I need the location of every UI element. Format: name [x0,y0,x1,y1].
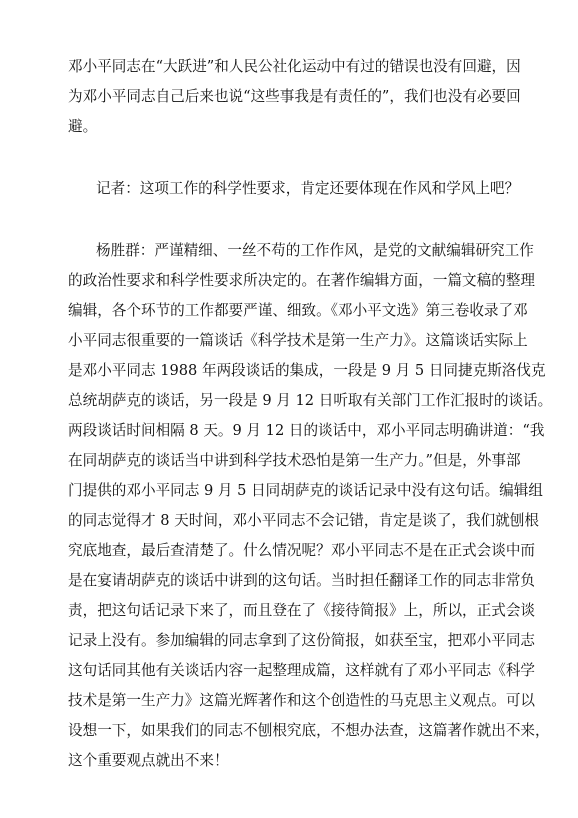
paragraph-2-line-6: 总统胡萨克的谈话，另一段是 9 月 12 日听取有关部门工作汇报时的谈话。 [68,392,553,409]
paragraph-2-line-7: 两段谈话时间相隔 8 天。9 月 12 日的谈话中，邓小平同志明确讲道：“我 [68,422,545,439]
paragraph-1-line-2: 为邓小平同志自己后来也说“这些事我是有责任的”，我们也没有必要回 [68,88,521,105]
paragraph-2-line-17: 设想一下，如果我们的同志不刨根究底，不想办法查，这篇著作就出不来， [68,722,550,739]
paragraph-2-line-3: 编辑，各个环节的工作都要严谨、细致。《邓小平文选》第三卷收录了邓 [68,302,528,319]
paragraph-2-line-5: 是邓小平同志 1988 年两段谈话的集成，一段是 9 月 5 日同捷克斯洛伐克 [68,362,546,379]
paragraph-2-line-9: 门提供的邓小平同志 9 月 5 日同胡萨克的谈话记录中没有这句话。编辑组 [68,482,543,499]
paragraph-2-line-16: 技术是第一生产力》这篇光辉著作和这个创造性的马克思主义观点。可以 [68,692,536,709]
paragraph-2-line-4: 小平同志很重要的一篇谈话《科学技术是第一生产力》。这篇谈话实际上 [68,332,528,349]
paragraph-2-line-1: 杨胜群：严谨精细、一丝不苟的工作作风，是党的文献编辑研究工作 [96,242,534,259]
paragraph-2-line-12: 是在宴请胡萨克的谈话中讲到的这句话。当时担任翻译工作的同志非常负 [68,572,536,589]
paragraph-1-line-3: 避。 [68,118,98,135]
paragraph-2-line-18: 这个重要观点就出不来！ [68,752,229,769]
paragraph-2-line-8: 在同胡萨克的谈话当中讲到科学技术恐怕是第一生产力。”但是，外事部 [68,452,521,469]
paragraph-2-line-11: 究底地查，最后查清楚了。什么情况呢？邓小平同志不是在正式会谈中而 [68,542,536,559]
paragraph-2-line-15: 这句话同其他有关谈话内容一起整理成篇，这样就有了邓小平同志《科学 [68,662,536,679]
paragraph-2-line-2: 的政治性要求和科学性要求所决定的。在著作编辑方面，一篇文稿的整理 [68,272,536,289]
paragraph-2-line-10: 的同志觉得才 8 天时间，邓小平同志不会记错，肯定是谈了，我们就刨根 [68,512,539,529]
paragraph-1-line-1: 邓小平同志在“大跃进”和人民公社化运动中有过的错误也没有回避，因 [68,58,521,75]
interview-question: 记者：这项工作的科学性要求，肯定还要体现在作风和学风上吧？ [96,180,520,197]
paragraph-2-line-14: 记录上没有。参加编辑的同志拿到了这份简报，如获至宝，把邓小平同志 [68,632,536,649]
paragraph-2-line-13: 责，把这句话记录下来了，而且登在了《接待简报》上，所以，正式会谈 [68,602,536,619]
